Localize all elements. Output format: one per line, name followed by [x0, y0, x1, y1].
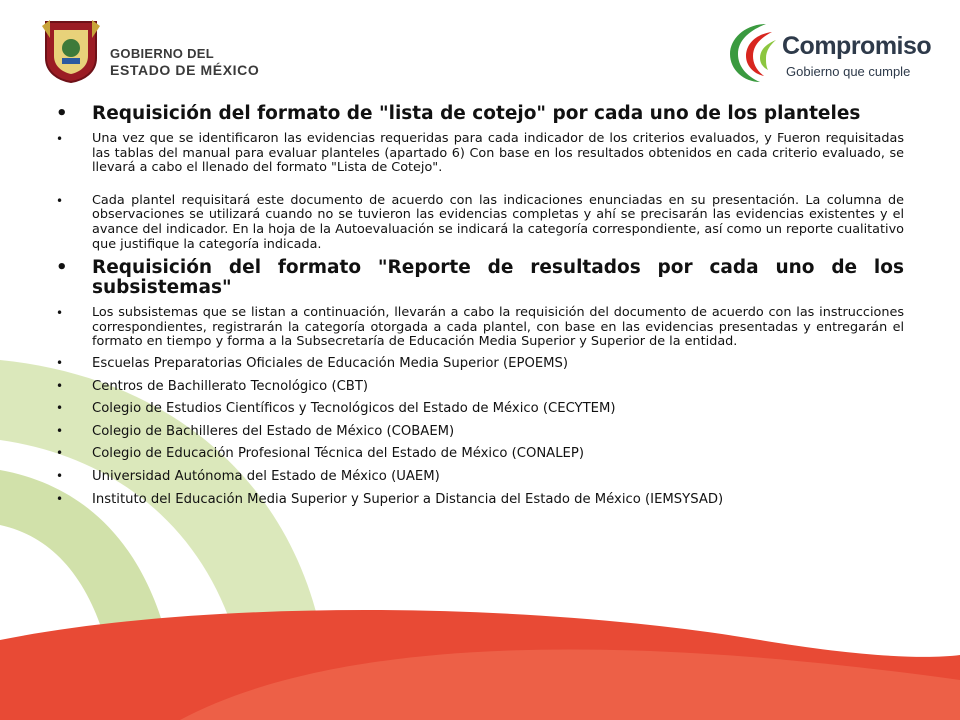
list-item: [52, 492, 904, 507]
brand-subtitle: Gobierno que cumple: [786, 64, 911, 79]
government-line-1: GOBIERNO DEL: [110, 46, 214, 61]
list-item-text: Colegio de Estudios Científicos y Tecnológicos del Estado de México (CECYTEM): [92, 401, 616, 417]
list-item-text: Universidad Autónoma del Estado de México (UAEM): [92, 468, 440, 484]
list-item: [52, 446, 904, 461]
bullet: •: [56, 378, 64, 393]
bullet: •: [56, 257, 68, 279]
list-item-text: Centros de Bachillerato Tecnológico (CBT): [92, 378, 369, 394]
heading-text: Requisición del formato de "lista de cotejo" por cada uno de los planteles: [92, 103, 861, 124]
compromiso-swirl-icon: [726, 18, 784, 88]
heading-text: Requisición del formato "Reporte de resultados por cada uno de los subsistemas": [92, 257, 904, 299]
bullet: •: [56, 355, 64, 370]
section-heading-lista-cotejo: [52, 104, 904, 124]
government-name: [110, 46, 259, 78]
list-item: [52, 401, 904, 416]
brand-title: Compromiso: [782, 32, 932, 60]
section-heading-reporte-resultados: [52, 258, 904, 298]
list-item-text: Escuelas Preparatorias Oficiales de Educación Media Superior (EPOEMS): [92, 355, 569, 371]
list-item-text: Colegio de Educación Profesional Técnica del Estado de México (CONALEP): [92, 446, 584, 462]
bullet: •: [56, 132, 64, 146]
list-item: [52, 379, 904, 394]
list-item: [52, 424, 904, 439]
bullet: •: [56, 491, 64, 506]
government-line-2: ESTADO DE MÉXICO: [110, 62, 260, 78]
header: [0, 0, 960, 100]
list-item: [52, 356, 904, 371]
paragraph-plantel: [52, 194, 904, 252]
bullet: •: [56, 423, 64, 438]
bullet: •: [56, 468, 64, 483]
government-logo: [40, 18, 300, 88]
bullet: •: [56, 306, 64, 321]
paragraph-text: Una vez que se identificaron las evidencias requeridas para cada indicador de los criterios evaluados, y Fueron requisitadas las tablas del manual para evaluar planteles (apartado 6) Con base en los resultados obtenidos en cada criterio evaluado, se llevará a cabo el llenado del formato "Lista de Cotejo".: [92, 131, 904, 176]
slide-content: [52, 104, 904, 514]
list-item-text: Colegio de Bachilleres del Estado de México (COBAEM): [92, 423, 455, 439]
state-crest-icon: [40, 18, 102, 84]
compromiso-logo: [726, 18, 936, 88]
list-item: [52, 469, 904, 484]
bullet: •: [56, 193, 64, 208]
paragraph-text: Los subsistemas que se listan a continuación, llevarán a cabo la requisición del documento de acuerdo con las instrucciones correspondientes, registrarán la categoría otorgada a cada plantel, con base en las evidencias presentadas y entregarán el formato en tiempo y forma a la Subsecretaría de Educación Media Superior y Superior de la entidad.: [92, 305, 904, 350]
bullet: •: [56, 446, 64, 461]
subsystem-list: [52, 356, 904, 507]
paragraph-subsistemas: [52, 306, 904, 350]
paragraph-identificacion: [52, 132, 904, 176]
bullet: •: [56, 103, 68, 124]
list-item-text: Instituto del Educación Media Superior y Superior a Distancia del Estado de México (IEMSYSAD): [92, 491, 724, 507]
paragraph-text: Cada plantel requisitará este documento de acuerdo con las indicaciones enunciadas en su presentación. La columna de observaciones se utilizará cuando no se tuvieron las evidencias completas y ahí se precisarán las evidencias existentes y el avance del indicador. En la hoja de la Autoevaluación se indicará la categoría correspondiente, así como un reporte cualitativo que justifique la categoría indicada.: [92, 192, 904, 252]
bullet: •: [56, 401, 64, 416]
